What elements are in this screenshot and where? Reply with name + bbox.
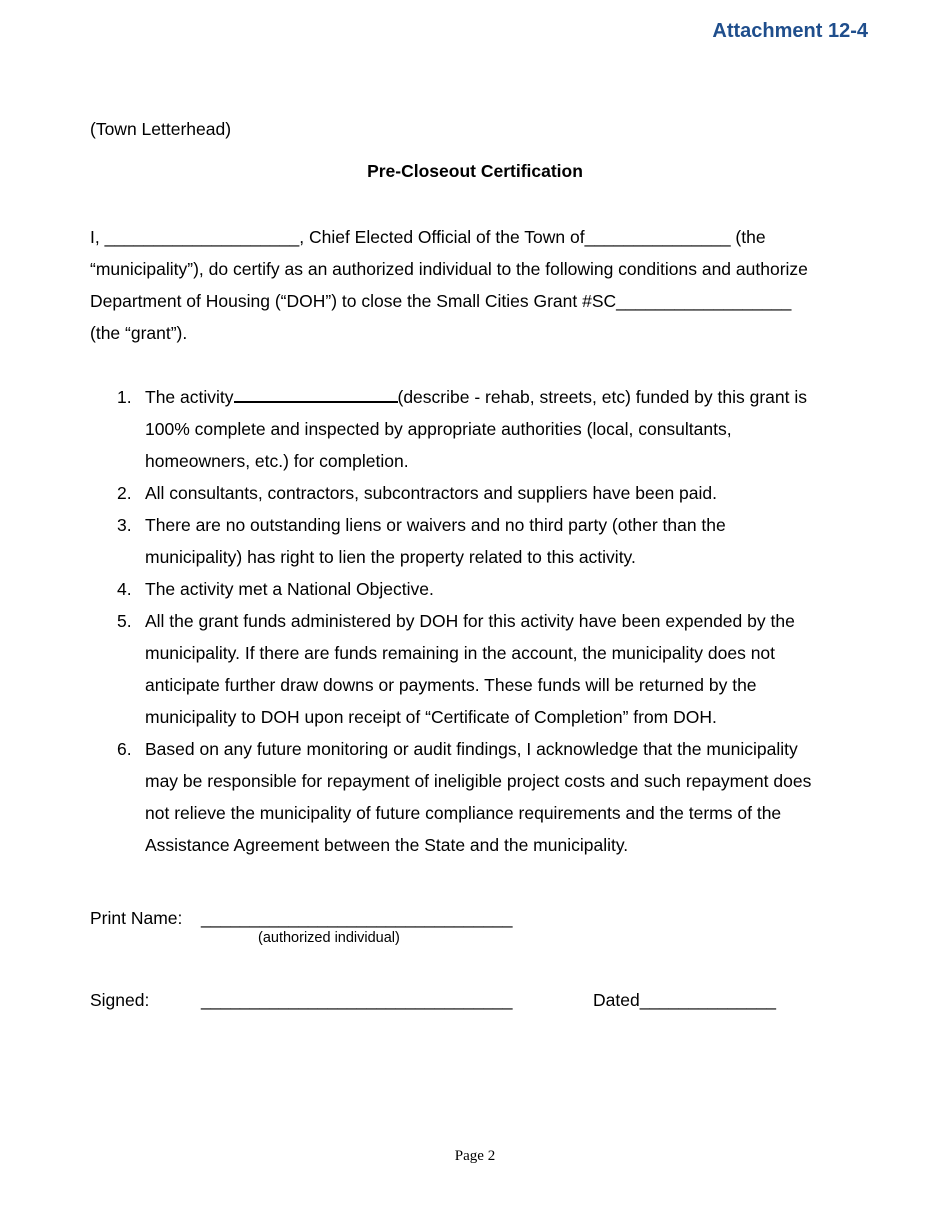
- signed-row: [90, 990, 512, 1011]
- condition-line: may be responsible for repayment of ineligible project costs and such repayment does: [145, 771, 812, 791]
- condition-number: 4.: [117, 579, 132, 599]
- intro-line: I, ____________________, Chief Elected Official of the Town of_______________ (the: [90, 227, 766, 247]
- intro-line: Department of Housing (“DOH”) to close the Small Cities Grant #SC__________________: [90, 291, 792, 311]
- condition-item: [90, 381, 865, 477]
- condition-item: [90, 477, 865, 509]
- attachment-label: Attachment 12-4: [712, 20, 868, 42]
- condition-item: [90, 509, 865, 573]
- intro-paragraph: [90, 221, 865, 349]
- condition-number: 1.: [117, 387, 132, 407]
- condition-text: The activity: [145, 387, 234, 407]
- condition-line: The activity met a National Objective.: [145, 579, 434, 599]
- condition-line: 100% complete and inspected by appropriate authorities (local, consultants,: [145, 419, 732, 439]
- condition-number: 2.: [117, 483, 132, 503]
- dated-label: Dated: [593, 990, 640, 1010]
- condition-line: Assistance Agreement between the State and the municipality.: [145, 835, 629, 855]
- authorized-individual-note: (authorized individual): [258, 930, 400, 946]
- condition-number: 6.: [117, 739, 132, 759]
- condition-line: Based on any future monitoring or audit findings, I acknowledge that the municipality: [145, 739, 798, 759]
- condition-number: 3.: [117, 515, 132, 535]
- print-name-row: [90, 908, 512, 929]
- condition-item: [90, 733, 865, 861]
- condition-item: [90, 573, 865, 605]
- condition-text: (describe - rehab, streets, etc) funded by this grant is: [397, 387, 807, 407]
- date-field[interactable]: ______________: [639, 990, 776, 1010]
- condition-item: [90, 605, 865, 733]
- condition-line: All the grant funds administered by DOH for this activity have been expended by the: [145, 611, 795, 631]
- condition-line: anticipate further draw downs or payments. These funds will be returned by the: [145, 675, 757, 695]
- condition-line: homeowners, etc.) for completion.: [145, 451, 409, 471]
- condition-line: municipality) has right to lien the property related to this activity.: [145, 547, 636, 567]
- document-title: Pre-Closeout Certification: [367, 161, 583, 181]
- condition-line: municipality to DOH upon receipt of “Certificate of Completion” from DOH.: [145, 707, 717, 727]
- intro-line: “municipality”), do certify as an authorized individual to the following conditions and authorize: [90, 259, 808, 279]
- condition-line: municipality. If there are funds remaining in the account, the municipality does not: [145, 643, 776, 663]
- intro-line: (the “grant”).: [90, 323, 188, 343]
- town-letterhead: (Town Letterhead): [90, 119, 232, 139]
- condition-number: 5.: [117, 611, 132, 631]
- dated-row: [593, 990, 776, 1011]
- signed-label: Signed:: [90, 990, 150, 1010]
- signature-field[interactable]: ________________________________: [201, 990, 513, 1010]
- activity-blank-field[interactable]: [234, 382, 398, 403]
- condition-line: There are no outstanding liens or waivers and no third party (other than the: [145, 515, 726, 535]
- conditions-list: [90, 381, 865, 861]
- condition-line: All consultants, contractors, subcontractors and suppliers have been paid.: [145, 483, 717, 503]
- condition-line: not relieve the municipality of future compliance requirements and the terms of the: [145, 803, 782, 823]
- print-name-field[interactable]: ________________________________: [201, 908, 513, 928]
- page-number: Page 2: [454, 1148, 496, 1164]
- condition-line: [145, 381, 865, 413]
- print-name-label: Print Name:: [90, 908, 183, 928]
